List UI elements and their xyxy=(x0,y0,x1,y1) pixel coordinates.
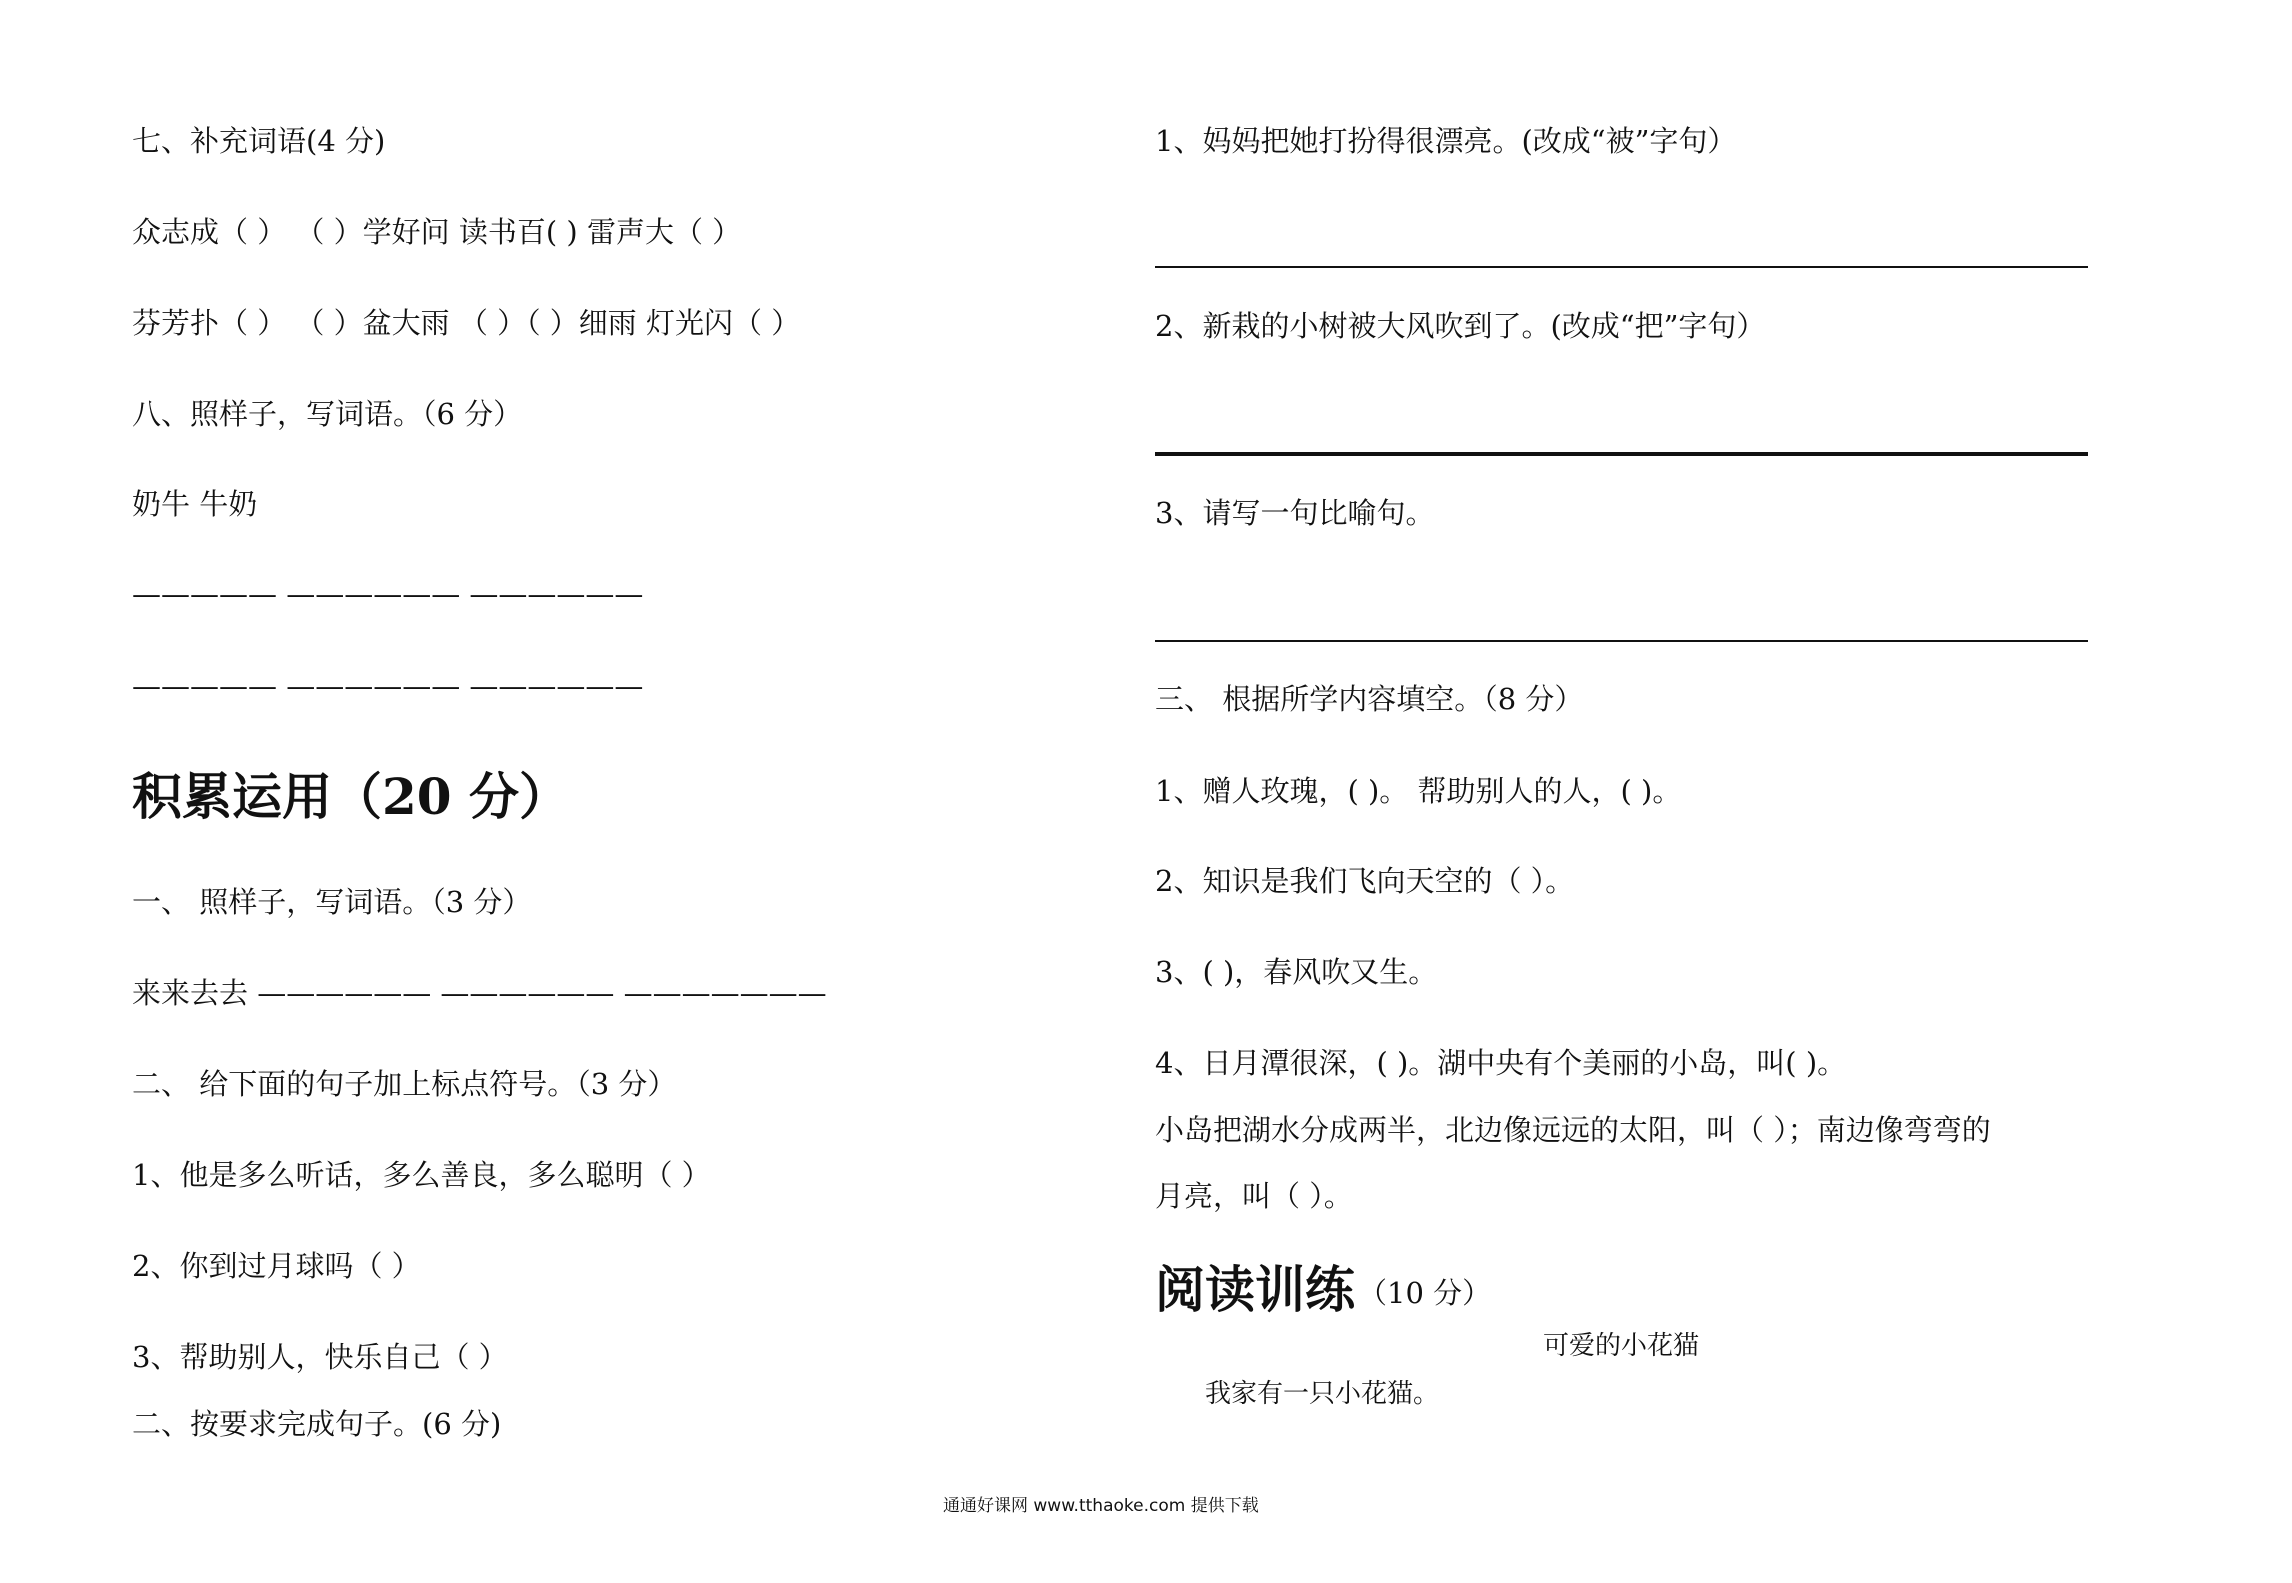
question-2-item-2: 2、你到过月球吗（ ） xyxy=(132,1249,421,1283)
question-2-item-1: 1、他是多么听话，多么善良，多么聪明（ ） xyxy=(132,1158,711,1192)
answer-line-1 xyxy=(1155,266,2088,268)
fill-in-3: 3、( )，春风吹又生。 xyxy=(1155,955,1438,989)
fill-in-4-line-1: 4、日月潭很深，( )。湖中央有个美丽的小岛，叫( )。 xyxy=(1155,1046,1847,1080)
reading-points: （10 分） xyxy=(1358,1276,1492,1310)
reading-heading: 阅读训练 xyxy=(1155,1260,1355,1319)
story-title: 可爱的小花猫 xyxy=(1543,1331,1700,1361)
question-2-title: 二、 给下面的句子加上标点符号。（3 分） xyxy=(132,1067,677,1101)
section-8-example: 奶牛 牛奶 xyxy=(132,487,258,521)
accumulation-heading: 积累运用（20 分） xyxy=(132,767,569,826)
question-3-title: 二、按要求完成句子。(6 分) xyxy=(132,1407,502,1441)
question-2-item-3: 3、帮助别人，快乐自己（ ） xyxy=(132,1340,508,1374)
section-8-blank-row-2: ————— —————— —————— xyxy=(132,669,644,703)
fill-in-4-line-2: 小岛把湖水分成两半，北边像远远的太阳，叫（ ）；南边像弯弯的 xyxy=(1155,1113,1991,1147)
question-1-title: 一、 照样子，写词语。（3 分） xyxy=(132,885,532,919)
section-7-title: 七、补充词语(4 分) xyxy=(132,124,386,158)
sentence-task-1: 1、妈妈把她打扮得很漂亮。(改成“被”字句） xyxy=(1155,124,1737,158)
answer-line-2 xyxy=(1155,452,2088,456)
footer-source: 通通好课网 www.tthaoke.com 提供下载 xyxy=(943,1496,1259,1516)
answer-line-3 xyxy=(1155,640,2088,642)
story-line-1: 我家有一只小花猫。 xyxy=(1205,1379,1440,1409)
fill-in-4-line-3: 月亮，叫（ ）。 xyxy=(1155,1179,1353,1213)
section-8-title: 八、照样子，写词语。（6 分） xyxy=(132,397,523,431)
sentence-task-3: 3、请写一句比喻句。 xyxy=(1155,496,1435,530)
section-8-blank-row-1: ————— —————— —————— xyxy=(132,577,644,611)
sentence-task-2: 2、新栽的小树被大风吹到了。(改成“把”字句） xyxy=(1155,309,1766,343)
section-7-row-2: 芬芳扑（ ） （ ）盆大雨 （ ）（ ）细雨 灯光闪（ ） xyxy=(132,306,801,340)
fill-in-2: 2、知识是我们飞向天空的（ ）。 xyxy=(1155,864,1575,898)
fill-in-title: 三、 根据所学内容填空。（8 分） xyxy=(1155,682,1584,716)
fill-in-1: 1、赠人玫瑰，( )。 帮助别人的人，( )。 xyxy=(1155,774,1682,808)
section-7-row-1: 众志成（ ） （ ）学好问 读书百( ) 雷声大（ ） xyxy=(132,215,742,249)
question-1-line: 来来去去 —————— —————— ——————— xyxy=(132,976,827,1010)
